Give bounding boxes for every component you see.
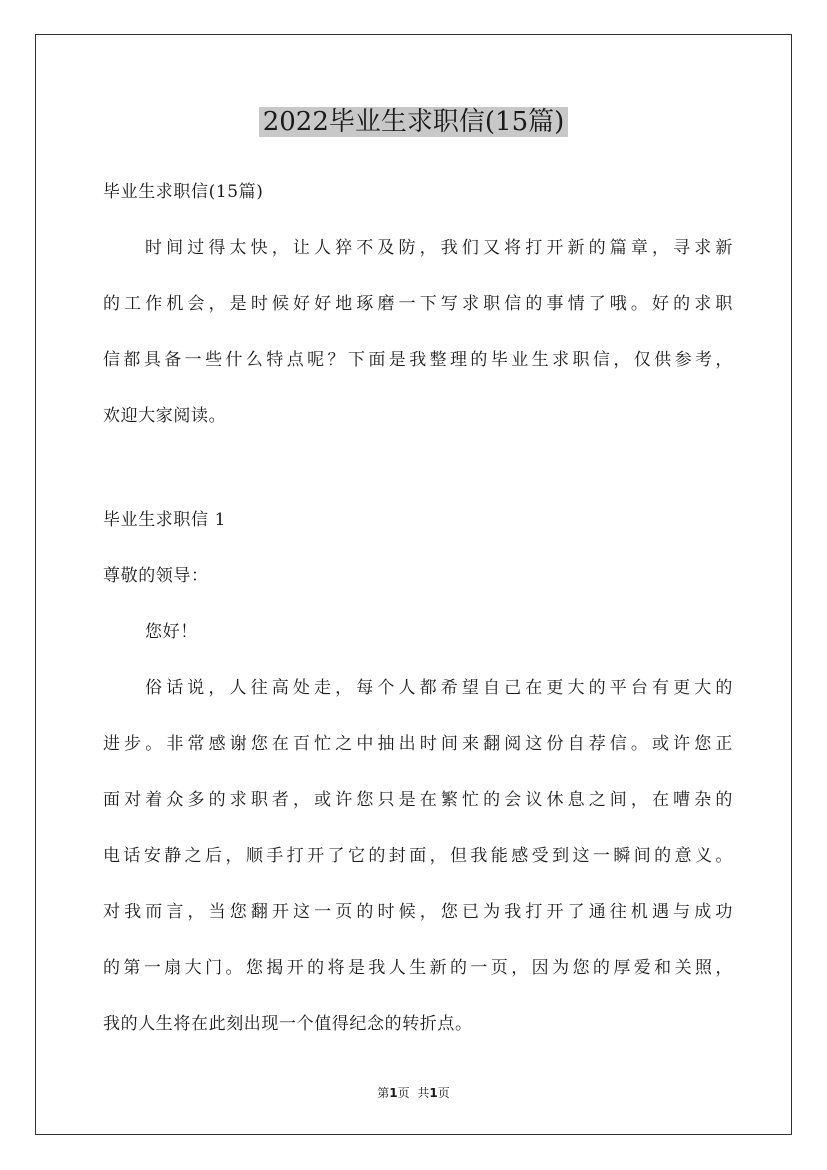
body-line: 的第一扇大门。您揭开的将是我人生新的一页，因为您的厚爱和关照， [103, 958, 733, 978]
greeting: 您好！ [145, 622, 198, 642]
total-pages: 1 [429, 1086, 438, 1100]
intro-line: 信都具备一些什么特点呢？下面是我整理的毕业生求职信，仅供参考， [103, 350, 733, 370]
intro-line: 的工作机会，是时候好好地琢磨一下写求职信的事情了哦。好的求职 [103, 294, 733, 314]
page-label-suffix: 页 [397, 1086, 410, 1100]
body-line: 我的人生将在此刻出现一个值得纪念的转折点。 [103, 1014, 473, 1034]
body-line: 俗话说，人往高处走，每个人都希望自己在更大的平台有更大的 [145, 678, 733, 698]
letter-section [103, 492, 733, 1052]
intro-line: 欢迎大家阅读。 [103, 406, 227, 426]
page-footer [0, 1084, 827, 1101]
section-heading: 毕业生求职信 1 [103, 510, 227, 530]
page-number: 1 [389, 1086, 398, 1100]
body-line: 电话安静之后，顺手打开了它的封面，但我能感受到这一瞬间的意义。 [103, 846, 733, 866]
intro-line: 时间过得太快，让人猝不及防，我们又将打开新的篇章，寻求新 [145, 238, 733, 258]
document-title [0, 100, 827, 144]
intro-heading: 毕业生求职信(15篇) [103, 182, 264, 202]
total-label-suffix: 页 [437, 1086, 450, 1100]
salutation: 尊敬的领导： [103, 566, 209, 586]
body-line: 对我而言，当您翻开这一页的时候，您已为我打开了通往机遇与成功 [103, 902, 733, 922]
page-label-prefix: 第 [377, 1086, 390, 1100]
document-title-text: 2022毕业生求职信(15篇) [259, 107, 569, 137]
intro-section [103, 164, 733, 444]
total-label-prefix: 共 [417, 1086, 430, 1100]
body-line: 进步。非常感谢您在百忙之中抽出时间来翻阅这份自荐信。或许您正 [103, 734, 733, 754]
body-line: 面对着众多的求职者，或许您只是在繁忙的会议休息之间，在嘈杂的 [103, 790, 733, 810]
